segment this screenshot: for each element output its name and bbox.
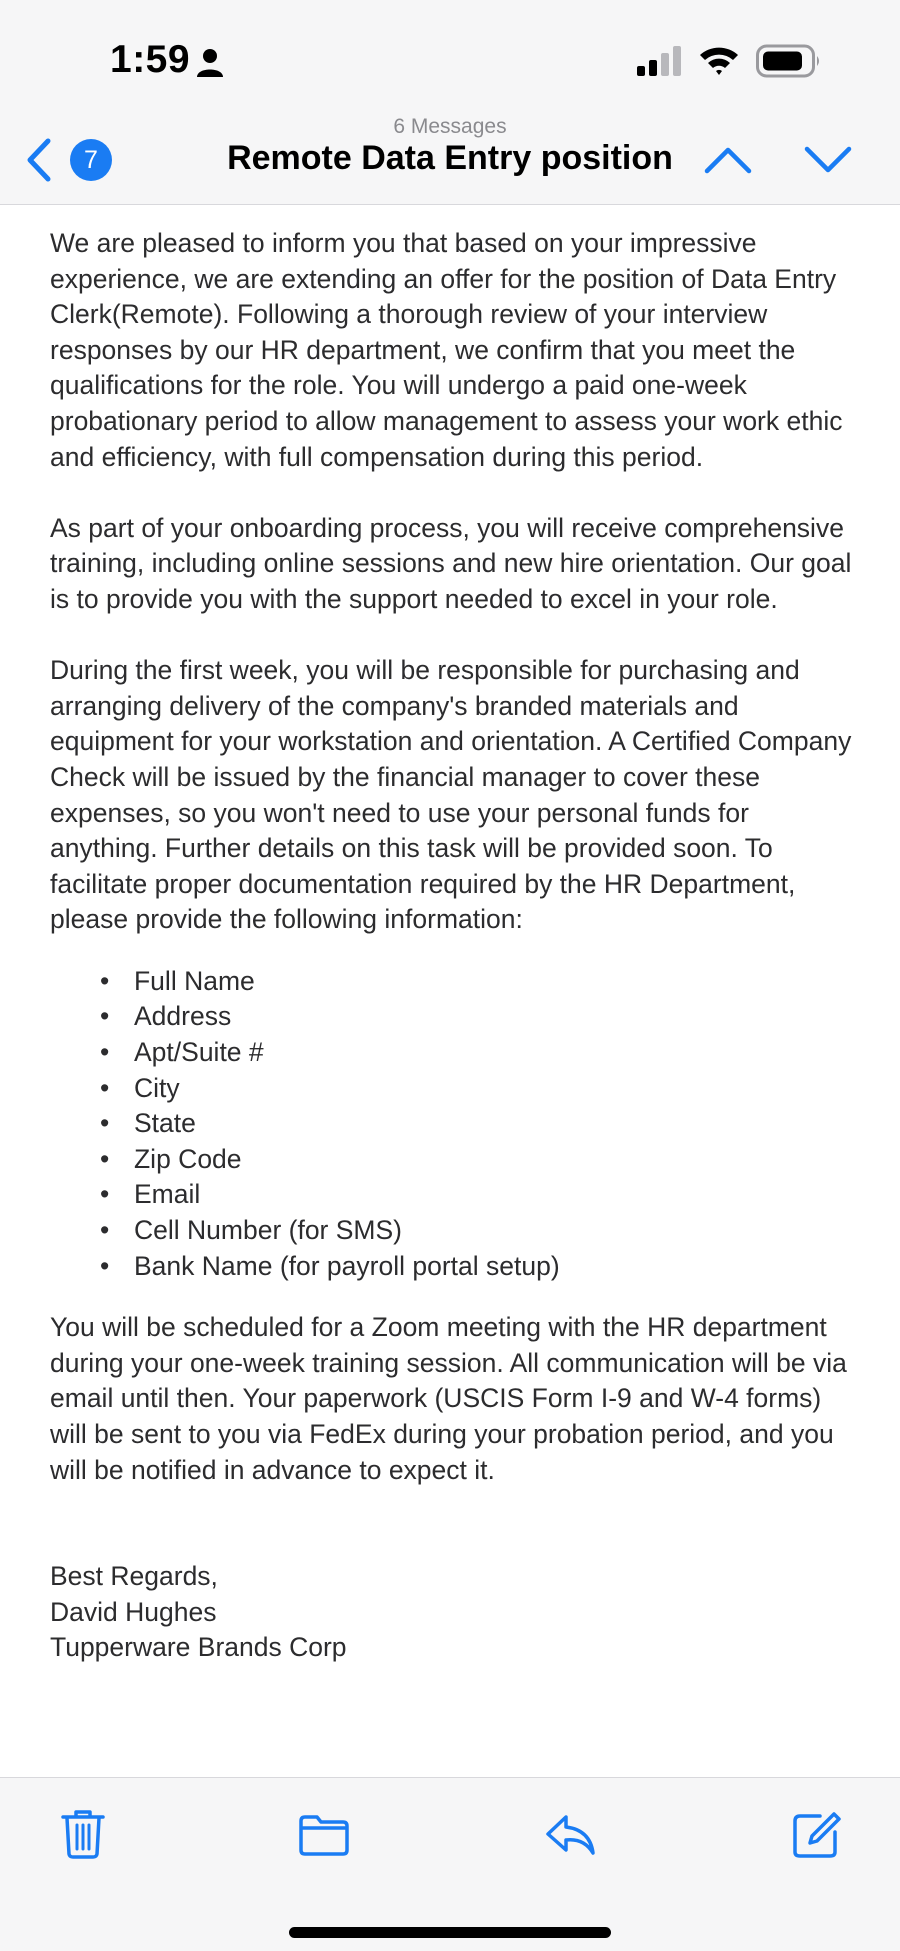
thread-title: Remote Data Entry position <box>227 139 673 177</box>
list-item: • Zip Code <box>50 1142 860 1178</box>
nav-bar <box>0 115 900 205</box>
email-paragraph: During the first week, you will be responsible for purchasing and arranging delivery of the company's branded materials and equipment for your workstation and orientation. A Certified Company Check will be issued by the financial manager to cover these expenses, so you won't need to use your personal funds for anything. Further details on this task will be provided soon. To facilitate proper documentation required by the HR Department, please provide the following information: <box>50 655 852 935</box>
email-signature <box>50 1559 860 1666</box>
status-bar <box>0 0 900 115</box>
list-item: • Email <box>50 1177 860 1213</box>
folder-icon[interactable] <box>298 1808 350 1860</box>
sign-off: Best Regards, <box>50 1561 218 1592</box>
home-indicator[interactable] <box>289 1927 611 1938</box>
sender-name: David Hughes <box>50 1596 217 1627</box>
requested-info-list <box>50 964 860 1284</box>
cellular-signal-icon <box>636 46 684 76</box>
reply-icon[interactable] <box>544 1808 596 1860</box>
list-item: • Apt/Suite # <box>50 1035 860 1071</box>
sender-company: Tupperware Brands Corp <box>50 1632 347 1663</box>
back-chevron-icon[interactable] <box>24 137 54 183</box>
list-item: • State <box>50 1106 860 1142</box>
previous-message-chevron-up-icon[interactable] <box>703 145 753 175</box>
email-paragraph: As part of your onboarding process, you will receive comprehensive training, including online sessions and new hire orientation. Our goal is to provide you with the support needed to excel in your role. <box>50 512 852 614</box>
list-item: • Full Name <box>50 964 860 1000</box>
compose-icon[interactable] <box>790 1808 842 1860</box>
person-icon <box>196 48 224 78</box>
message-count-label: 6 Messages <box>393 115 507 138</box>
email-body <box>50 226 860 1666</box>
trash-icon[interactable] <box>57 1808 109 1860</box>
bottom-toolbar <box>0 1777 900 1951</box>
list-item: • Bank Name (for payroll portal setup) <box>50 1249 860 1285</box>
list-item: • City <box>50 1071 860 1107</box>
list-item: • Cell Number (for SMS) <box>50 1213 860 1249</box>
email-paragraph: You will be scheduled for a Zoom meeting with the HR department during your one-week training session. All communication will be via email until then. Your paperwork (USCIS Form I-9 and W-4 forms) will be sent to you via FedEx during your probation period, and you will be notified in advance to expect it. <box>50 1312 847 1485</box>
list-item: • Address <box>50 999 860 1035</box>
wifi-icon <box>698 44 740 76</box>
next-message-chevron-down-icon[interactable] <box>803 145 853 175</box>
email-paragraph: We are pleased to inform you that based on your impressive experience, we are extending an offer for the position of Data Entry Clerk(Remote). Following a thorough review of your interview responses by our HR department, we confirm that you meet the qualifications for the role. You will undergo a paid one-week probationary period to allow management to assess your work ethic and efficiency, with full compensation during this period. <box>50 228 843 472</box>
status-time: 1:59 <box>110 38 191 81</box>
unread-count-badge[interactable]: 7 <box>70 139 112 181</box>
battery-icon <box>756 44 822 78</box>
